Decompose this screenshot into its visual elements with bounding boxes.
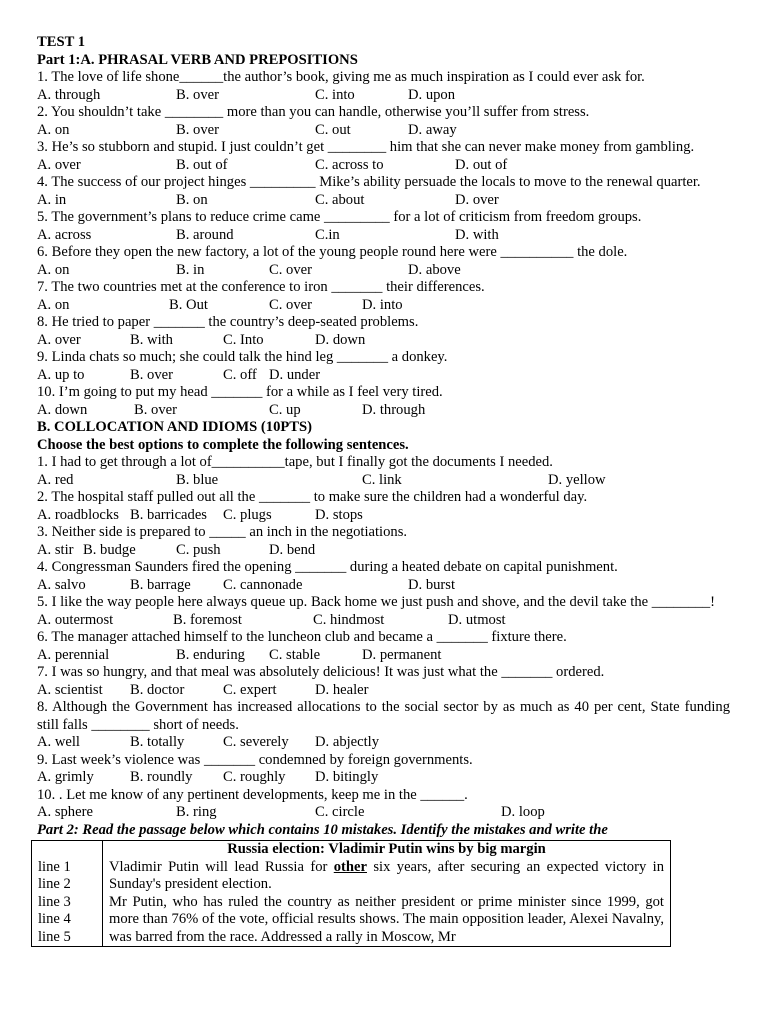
answer-option[interactable]: B. blue xyxy=(176,471,219,488)
question-text: 6. Before they open the new factory, a lot of the young people round here were __________ the dole. xyxy=(37,244,628,260)
line-label: line 3 xyxy=(38,893,71,910)
question-text: 5. The government’s plans to reduce crime came _________ for a lot of criticism from freedom groups. xyxy=(37,209,642,225)
answer-options xyxy=(37,647,730,665)
question-text: 2. The hospital staff pulled out all the _______ to make sure the children had a wonderful day. xyxy=(37,489,588,505)
question-text: 4. The success of our project hinges _________ Mike’s ability persuade the locals to move to the renewal quarter. xyxy=(37,174,701,190)
answer-option[interactable]: C. about xyxy=(315,191,365,208)
answer-option[interactable]: A. outermost xyxy=(37,611,114,628)
answer-options xyxy=(37,804,730,822)
answer-option[interactable]: A. salvo xyxy=(37,576,86,593)
test-title: TEST 1 xyxy=(37,34,85,50)
answer-option[interactable]: B. ring xyxy=(176,804,217,820)
answer-option[interactable]: C. out xyxy=(315,121,351,138)
answer-options xyxy=(37,367,730,385)
answer-options xyxy=(37,507,730,525)
answer-option[interactable]: D. under xyxy=(269,366,321,383)
answer-option[interactable]: D. away xyxy=(408,121,457,138)
answer-option[interactable]: A. on xyxy=(37,296,70,313)
question-text: 10. . Let me know of any pertinent developments, keep me in the ______. xyxy=(37,786,468,803)
answer-options xyxy=(37,612,730,630)
question-text: 7. The two countries met at the conference to iron _______ their differences. xyxy=(37,279,485,295)
answer-option[interactable]: D. with xyxy=(455,226,499,243)
answer-option[interactable]: D. down xyxy=(315,331,366,348)
question-text: 2. You shouldn’t take ________ more than you can handle, otherwise you’ll suffer from stress. xyxy=(37,104,590,120)
answer-option[interactable]: D. through xyxy=(362,401,426,418)
answer-options xyxy=(37,297,730,315)
question-text: 9. Linda chats so much; she could talk the hind leg _______ a donkey. xyxy=(37,349,448,365)
answer-option[interactable]: B. in xyxy=(176,261,205,278)
answer-option[interactable]: C. push xyxy=(176,541,221,558)
answer-option[interactable]: B. over xyxy=(176,86,219,103)
question-text: 6. The manager attached himself to the luncheon club and became a _______ fixture there. xyxy=(37,629,567,645)
answer-option[interactable]: D. permanent xyxy=(362,646,442,663)
answer-option[interactable]: C. roughly xyxy=(223,769,286,785)
answer-option[interactable]: C. over xyxy=(269,261,312,278)
answer-options xyxy=(37,262,730,280)
answer-option[interactable]: D. upon xyxy=(408,86,456,103)
question-text: 1. The love of life shone______the author’s book, giving me as much inspiration as I could ever ask for. xyxy=(37,69,645,85)
section-a-questions xyxy=(37,69,730,419)
answer-option[interactable]: A. sphere xyxy=(37,804,93,820)
answer-option[interactable]: B. Out xyxy=(169,296,208,313)
answer-option[interactable]: D. burst xyxy=(408,576,456,593)
passage-paragraph-2: Mr Putin, who has ruled the country as neither president or prime minister since 1999, got more than 76% of the vote, official results shows. The main opposition leader, Alexei Navalny, was barred from the race. Addressed a rally in Moscow, Mr xyxy=(109,893,664,945)
answer-option[interactable]: B. roundly xyxy=(130,769,193,785)
answer-option[interactable]: A. up to xyxy=(37,366,85,383)
answer-options xyxy=(37,87,730,105)
answer-option[interactable]: C. hindmost xyxy=(313,611,385,628)
answer-option[interactable]: C. circle xyxy=(315,804,365,820)
answer-options xyxy=(37,192,730,210)
answer-option[interactable]: B. on xyxy=(176,191,208,208)
answer-options xyxy=(37,122,730,140)
part2-title: Part 2: Read the passage below which contains 10 mistakes. Identify the mistakes and write the xyxy=(37,821,608,838)
answer-option[interactable]: B. foremost xyxy=(173,611,242,628)
line-label: line 5 xyxy=(38,928,71,945)
answer-option[interactable]: C. into xyxy=(315,86,355,103)
answer-option[interactable]: A. over xyxy=(37,156,81,173)
question-text: 5. I like the way people here always queue up. Back home we just push and shove, and the devil take the ________! xyxy=(37,594,716,610)
question-text: 1. I had to get through a lot of__________tape, but I finally got the documents I needed. xyxy=(37,454,553,470)
question-text: 3. He’s so stubborn and stupid. I just couldn’t get ________ him that she can never make money from gambling. xyxy=(37,139,695,155)
question-text: 10. I’m going to put my head _______ for a while as I feel very tired. xyxy=(37,384,443,400)
answer-option[interactable]: D. above xyxy=(408,261,461,278)
answer-option[interactable]: A. in xyxy=(37,191,67,208)
answer-option[interactable]: C. expert xyxy=(223,681,277,698)
answer-option[interactable]: D. healer xyxy=(315,681,369,698)
answer-option[interactable]: A. across xyxy=(37,226,92,243)
answer-option[interactable]: C.in xyxy=(315,226,340,243)
answer-option[interactable]: B. barricades xyxy=(130,506,207,523)
answer-option[interactable]: B. around xyxy=(176,226,234,243)
answer-options xyxy=(37,769,730,787)
answer-options xyxy=(37,577,730,595)
answer-option[interactable]: C. severely xyxy=(223,734,289,750)
answer-option[interactable]: A. on xyxy=(37,121,70,138)
answer-option[interactable]: D. yellow xyxy=(548,471,606,488)
answer-option[interactable]: A. perennial xyxy=(37,646,110,663)
answer-option[interactable]: B. enduring xyxy=(176,646,245,663)
answer-option[interactable]: B. out of xyxy=(176,156,228,173)
answer-option[interactable]: B. with xyxy=(130,331,173,348)
passage-text xyxy=(103,841,671,947)
answer-option[interactable]: A. over xyxy=(37,331,81,348)
answer-option[interactable]: D. bend xyxy=(269,541,316,558)
line-label: line 1 xyxy=(38,858,71,875)
answer-option[interactable]: A. roadblocks xyxy=(37,506,119,523)
passage-table xyxy=(31,840,671,947)
answer-options xyxy=(37,542,730,560)
answer-options xyxy=(37,227,730,245)
section-b-title: B. COLLOCATION AND IDIOMS (10PTS) xyxy=(37,419,313,435)
answer-option[interactable]: C. over xyxy=(269,296,312,313)
answer-option[interactable]: D. abjectly xyxy=(315,734,380,750)
answer-option[interactable]: C. stable xyxy=(269,646,321,663)
answer-option[interactable]: B. over xyxy=(176,121,219,138)
question-text: 7. I was so hungry, and that meal was absolutely delicious! It was just what the _______ ordered. xyxy=(37,664,605,680)
answer-option[interactable]: D. bitingly xyxy=(315,769,379,785)
answer-option[interactable]: D. out of xyxy=(455,156,508,173)
answer-options xyxy=(37,682,730,700)
line-label: line 4 xyxy=(38,911,71,927)
part1-title: Part 1:A. PHRASAL VERB AND PREPOSITIONS xyxy=(37,51,358,68)
answer-option[interactable]: A. down xyxy=(37,401,88,418)
passage-line-numbers xyxy=(32,841,103,947)
answer-option[interactable]: A. through xyxy=(37,86,101,103)
answer-option[interactable]: B. budge xyxy=(83,541,136,558)
answer-option[interactable]: D. utmost xyxy=(448,611,506,628)
answer-option[interactable]: D. into xyxy=(362,296,403,313)
answer-option[interactable]: C. up xyxy=(269,401,301,418)
passage-title: Russia election: Vladimir Putin wins by big margin xyxy=(227,841,546,857)
answer-option[interactable]: B. totally xyxy=(130,734,185,750)
answer-option[interactable]: B. barrage xyxy=(130,576,191,593)
answer-options xyxy=(37,157,730,175)
answer-option[interactable]: C. across to xyxy=(315,156,384,173)
answer-option[interactable]: B. over xyxy=(130,366,173,383)
question-text: 4. Congressman Saunders fired the opening _______ during a heated debate on capital punishment. xyxy=(37,559,618,575)
answer-option[interactable]: A. red xyxy=(37,471,74,488)
answer-option[interactable]: A. on xyxy=(37,261,70,278)
answer-option[interactable]: C. cannonade xyxy=(223,576,303,593)
answer-option[interactable]: D. loop xyxy=(501,804,545,820)
answer-option[interactable]: A. scientist xyxy=(37,681,103,698)
answer-option[interactable]: B. doctor xyxy=(130,681,185,698)
answer-option[interactable]: B. over xyxy=(134,401,177,418)
question-text: 9. Last week’s violence was _______ condemned by foreign governments. xyxy=(37,751,473,768)
underlined-word: other xyxy=(333,858,367,875)
answer-option[interactable]: C. Into xyxy=(223,331,264,348)
answer-options xyxy=(37,472,730,490)
answer-options xyxy=(37,734,730,752)
answer-option[interactable]: A. well xyxy=(37,734,80,750)
answer-option[interactable]: C. plugs xyxy=(223,506,272,523)
answer-option[interactable]: A. stir xyxy=(37,541,74,558)
answer-option[interactable]: A. grimly xyxy=(37,769,94,785)
question-text: 3. Neither side is prepared to _____ an inch in the negotiations. xyxy=(37,524,408,540)
question-text: 8. Although the Government has increased allocations to the social sector by as much as 40 per cent, State funding still falls ________ short of needs. xyxy=(37,699,730,733)
passage-paragraph-1: Vladimir Putin will lead Russia for other six years, after securing an expected victory in Sunday's president election. xyxy=(109,858,664,892)
section-b-questions xyxy=(37,454,730,822)
line-label: line 2 xyxy=(38,876,71,892)
answer-option[interactable]: D. over xyxy=(455,191,499,208)
answer-options xyxy=(37,332,730,350)
answer-option[interactable]: C. link xyxy=(362,471,402,488)
answer-options xyxy=(37,402,730,420)
answer-option[interactable]: D. stops xyxy=(315,506,363,523)
section-b-instruction: Choose the best options to complete the following sentences. xyxy=(37,436,409,453)
question-text: 8. He tried to paper _______ the country’s deep-seated problems. xyxy=(37,314,419,330)
answer-option[interactable]: C. off xyxy=(223,366,257,383)
